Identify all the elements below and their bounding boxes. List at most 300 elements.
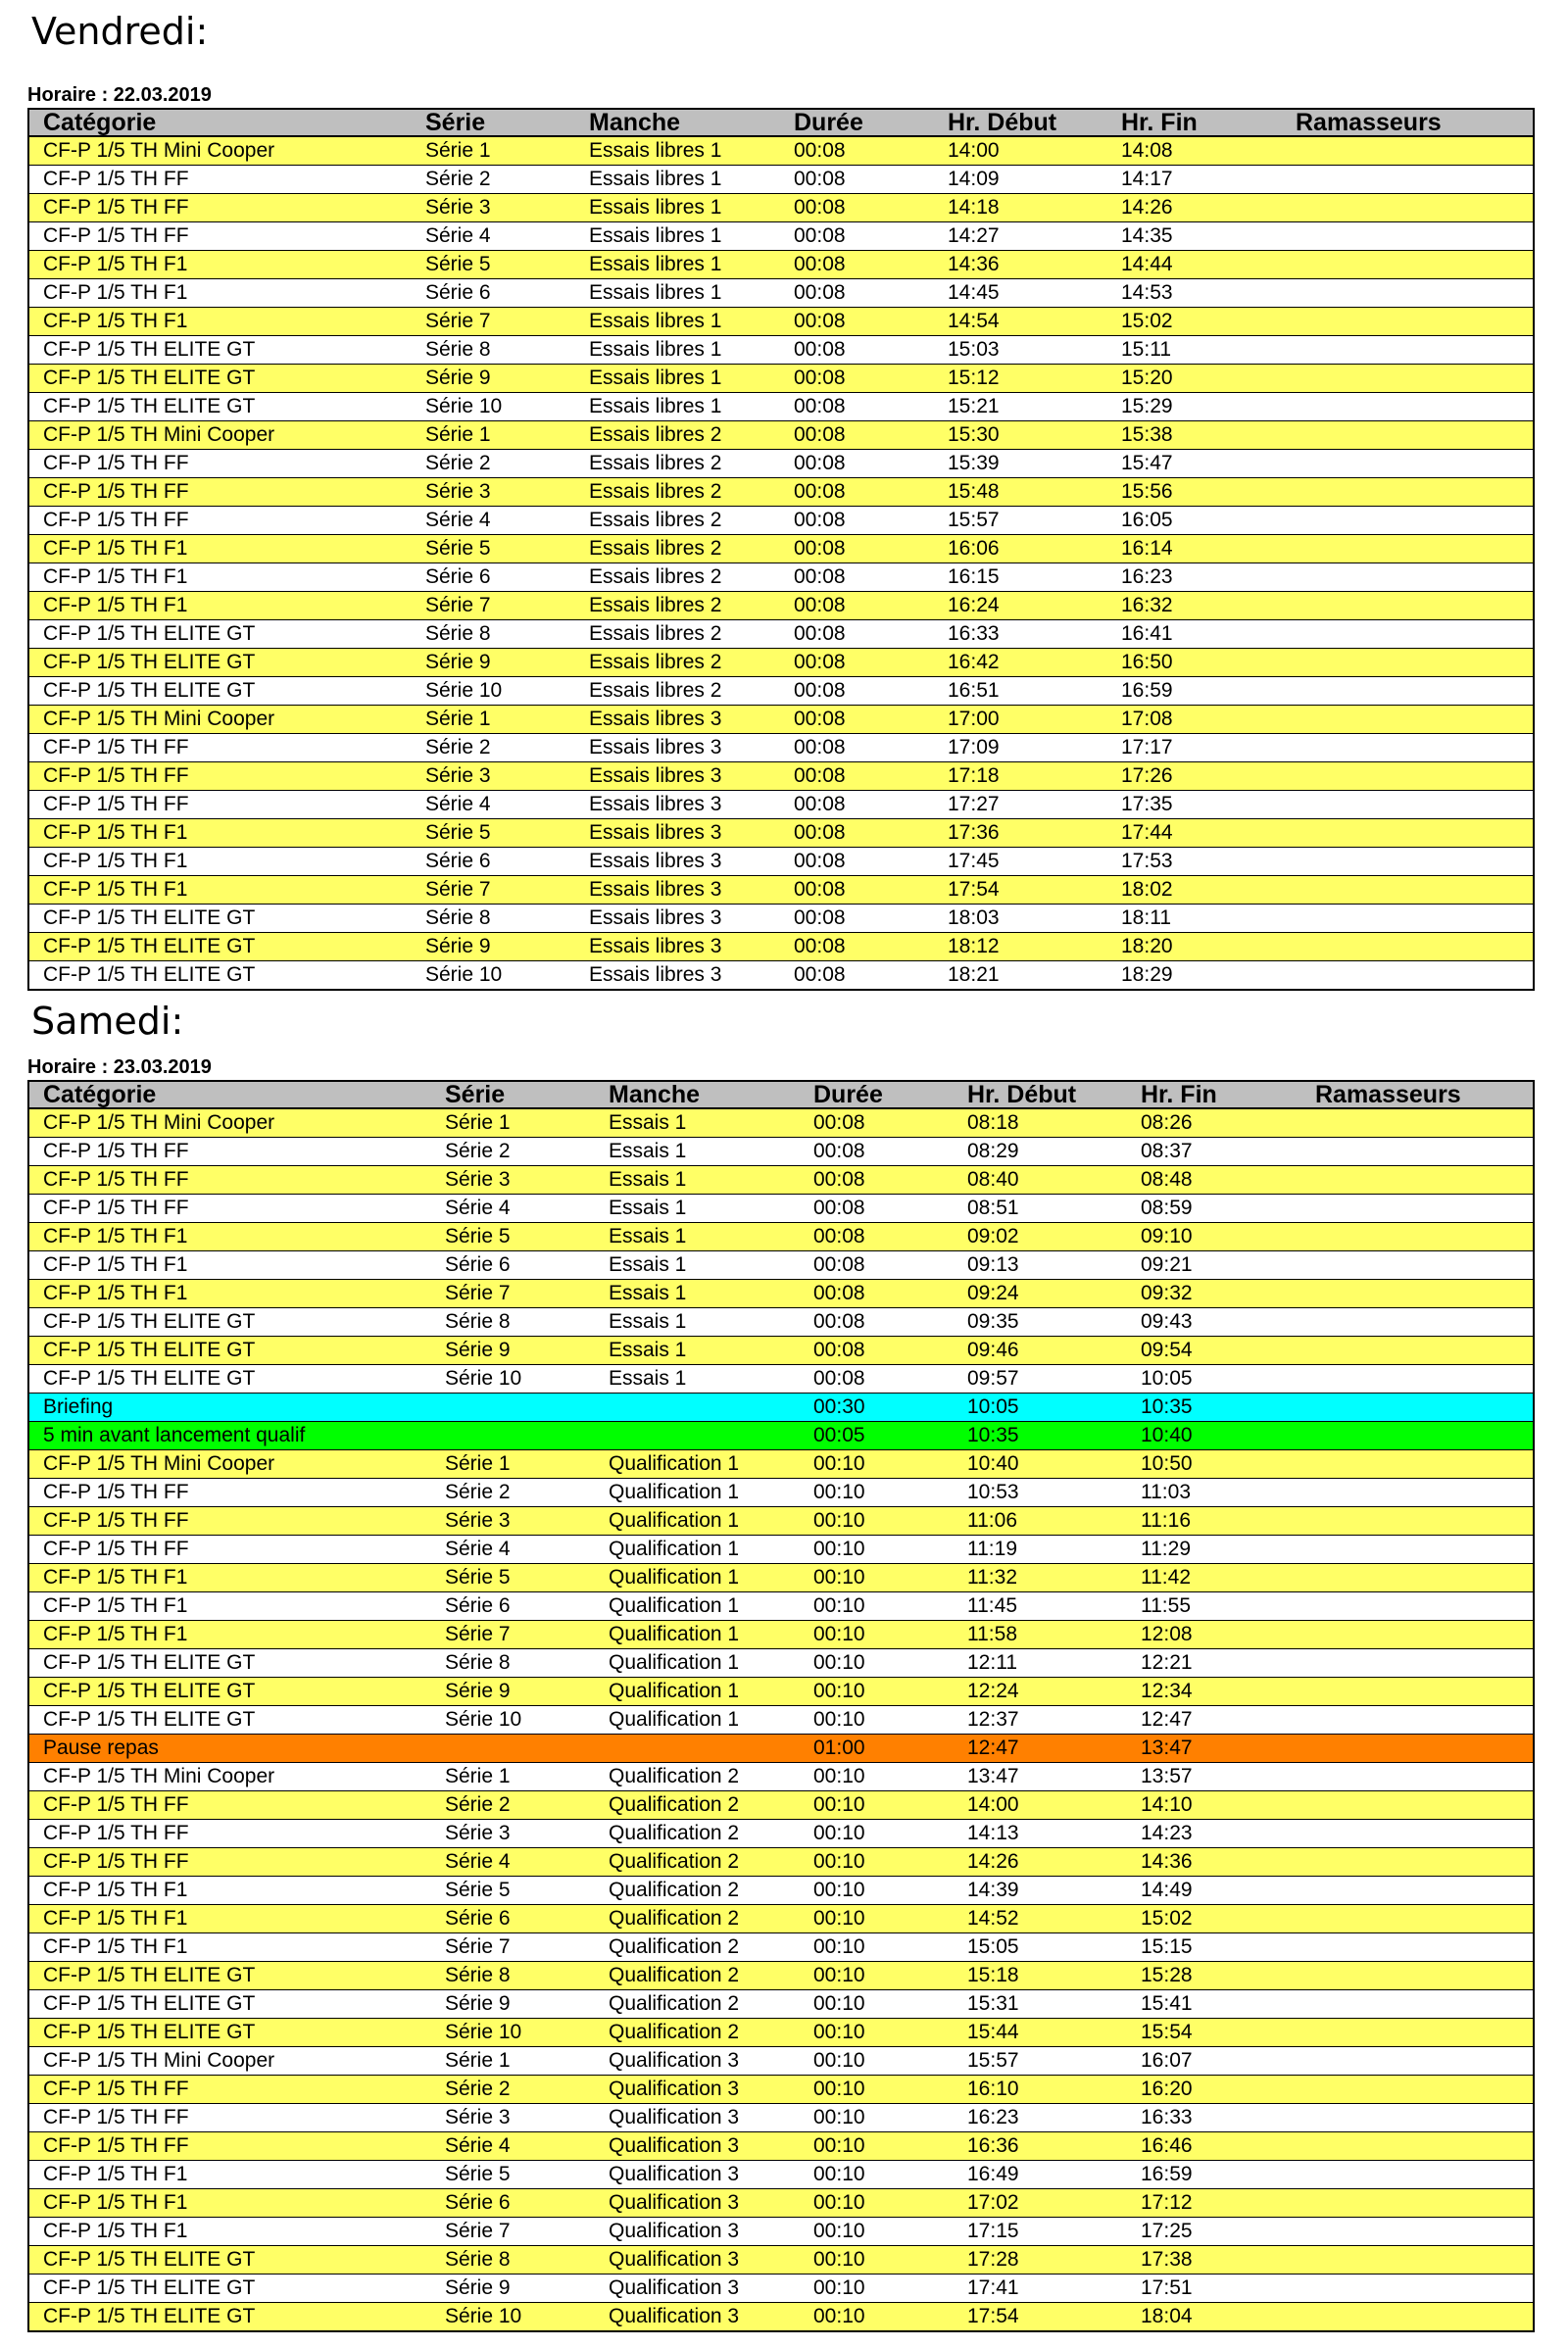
cell-ramasseurs [1301, 1479, 1534, 1507]
cell-hr-fin: 16:20 [1127, 2076, 1301, 2104]
cell-hr-debut: 15:31 [954, 1990, 1127, 2019]
cell-serie: Série 3 [412, 478, 575, 507]
cell-manche: Qualification 3 [595, 2104, 800, 2132]
cell-ramasseurs [1301, 1763, 1534, 1791]
cell-hr-debut: 17:00 [934, 706, 1107, 734]
table-row [28, 1621, 1534, 1649]
cell-hr-debut: 16:15 [934, 563, 1107, 592]
cell-hr-debut: 16:24 [934, 592, 1107, 620]
cell-ramasseurs [1282, 734, 1534, 762]
cell-manche: Essais 1 [595, 1166, 800, 1195]
cell-hr-fin: 14:23 [1127, 1820, 1301, 1848]
cell-categorie: CF-P 1/5 TH F1 [28, 1223, 431, 1251]
cell-hr-debut: 17:09 [934, 734, 1107, 762]
cell-serie: Série 2 [431, 1138, 595, 1166]
cell-duree: 00:10 [800, 2132, 954, 2161]
table-row [28, 2161, 1534, 2189]
cell-serie: Série 4 [431, 1536, 595, 1564]
cell-duree: 00:08 [780, 507, 934, 535]
cell-hr-fin: 12:34 [1127, 1678, 1301, 1706]
cell-manche: Qualification 3 [595, 2303, 800, 2332]
cell-manche: Essais libres 3 [575, 734, 780, 762]
cell-manche: Qualification 1 [595, 1649, 800, 1678]
cell-ramasseurs [1301, 1108, 1534, 1138]
cell-hr-debut: 08:18 [954, 1108, 1127, 1138]
table-row [28, 1450, 1534, 1479]
cell-manche: Essais libres 3 [575, 933, 780, 961]
cell-manche: Essais libres 3 [575, 706, 780, 734]
cell-categorie: CF-P 1/5 TH ELITE GT [28, 1649, 431, 1678]
cell-categorie: CF-P 1/5 TH F1 [28, 535, 412, 563]
cell-duree: 00:10 [800, 1564, 954, 1592]
cell-serie: Série 1 [412, 136, 575, 166]
cell-hr-fin: 15:20 [1107, 365, 1282, 393]
col-header-ramasseurs: Ramasseurs [1282, 109, 1534, 136]
cell-ramasseurs [1301, 1933, 1534, 1962]
cell-manche: Essais 1 [595, 1308, 800, 1337]
cell-ramasseurs [1282, 478, 1534, 507]
table-row [28, 876, 1534, 905]
table-row [28, 251, 1534, 279]
table-row [28, 194, 1534, 222]
cell-duree: 00:10 [800, 1905, 954, 1933]
cell-manche: Essais libres 1 [575, 279, 780, 308]
cell-duree: 00:08 [800, 1223, 954, 1251]
cell-duree: 00:10 [800, 1877, 954, 1905]
cell-categorie: CF-P 1/5 TH FF [28, 194, 412, 222]
cell-duree: 00:10 [800, 2189, 954, 2218]
cell-hr-debut: 17:02 [954, 2189, 1127, 2218]
cell-hr-fin: 16:05 [1107, 507, 1282, 535]
cell-manche: Qualification 2 [595, 1877, 800, 1905]
cell-hr-fin: 09:10 [1127, 1223, 1301, 1251]
cell-duree: 00:08 [780, 933, 934, 961]
cell-duree: 00:08 [780, 222, 934, 251]
table-row [28, 1933, 1534, 1962]
cell-categorie: 5 min avant lancement qualif [28, 1422, 431, 1450]
cell-serie: Série 4 [431, 1195, 595, 1223]
table-row [28, 1251, 1534, 1280]
cell-hr-fin: 15:29 [1107, 393, 1282, 421]
table-row [28, 1138, 1534, 1166]
cell-manche: Essais 1 [595, 1108, 800, 1138]
cell-categorie: CF-P 1/5 TH FF [28, 222, 412, 251]
col-header-ramasseurs: Ramasseurs [1301, 1081, 1534, 1108]
cell-ramasseurs [1301, 1621, 1534, 1649]
cell-ramasseurs [1282, 393, 1534, 421]
cell-hr-fin: 16:23 [1107, 563, 1282, 592]
cell-hr-fin: 15:11 [1107, 336, 1282, 365]
cell-duree: 00:10 [800, 2161, 954, 2189]
cell-manche: Qualification 1 [595, 1621, 800, 1649]
table-row [28, 677, 1534, 706]
cell-categorie: CF-P 1/5 TH ELITE GT [28, 2246, 431, 2275]
cell-categorie: CF-P 1/5 TH F1 [28, 279, 412, 308]
cell-ramasseurs [1301, 1280, 1534, 1308]
cell-duree: 00:08 [780, 961, 934, 991]
table-row [28, 2019, 1534, 2047]
cell-categorie: CF-P 1/5 TH ELITE GT [28, 336, 412, 365]
cell-hr-fin: 14:10 [1127, 1791, 1301, 1820]
cell-hr-debut: 17:18 [934, 762, 1107, 791]
cell-hr-debut: 10:53 [954, 1479, 1127, 1507]
cell-categorie: CF-P 1/5 TH F1 [28, 563, 412, 592]
cell-ramasseurs [1282, 251, 1534, 279]
cell-manche: Essais libres 2 [575, 563, 780, 592]
cell-manche: Qualification 2 [595, 1905, 800, 1933]
cell-hr-debut: 16:36 [954, 2132, 1127, 2161]
cell-duree: 00:08 [800, 1251, 954, 1280]
cell-manche [595, 1422, 800, 1450]
cell-categorie: CF-P 1/5 TH F1 [28, 1877, 431, 1905]
cell-manche: Essais libres 2 [575, 535, 780, 563]
cell-hr-debut: 09:02 [954, 1223, 1127, 1251]
cell-hr-debut: 16:23 [954, 2104, 1127, 2132]
cell-hr-debut: 12:37 [954, 1706, 1127, 1735]
cell-duree: 00:10 [800, 2218, 954, 2246]
cell-duree: 00:08 [780, 279, 934, 308]
cell-duree: 00:10 [800, 2104, 954, 2132]
cell-duree: 00:08 [780, 762, 934, 791]
cell-ramasseurs [1301, 1166, 1534, 1195]
cell-ramasseurs [1282, 194, 1534, 222]
cell-hr-fin: 13:47 [1127, 1735, 1301, 1763]
cell-categorie: CF-P 1/5 TH ELITE GT [28, 961, 412, 991]
cell-hr-fin: 15:28 [1127, 1962, 1301, 1990]
cell-hr-debut: 15:57 [934, 507, 1107, 535]
cell-serie: Série 9 [412, 649, 575, 677]
cell-categorie: CF-P 1/5 TH FF [28, 1138, 431, 1166]
cell-manche: Qualification 2 [595, 1990, 800, 2019]
cell-ramasseurs [1282, 279, 1534, 308]
cell-hr-debut: 17:45 [934, 848, 1107, 876]
cell-manche: Essais libres 2 [575, 478, 780, 507]
cell-hr-fin: 11:03 [1127, 1479, 1301, 1507]
cell-duree: 00:10 [800, 1592, 954, 1621]
cell-hr-fin: 18:02 [1107, 876, 1282, 905]
table-row [28, 1166, 1534, 1195]
cell-duree: 00:10 [800, 2047, 954, 2076]
cell-hr-fin: 18:29 [1107, 961, 1282, 991]
cell-duree: 00:08 [800, 1365, 954, 1394]
cell-serie: Série 7 [431, 2218, 595, 2246]
cell-ramasseurs [1301, 1308, 1534, 1337]
cell-serie: Série 2 [431, 1791, 595, 1820]
cell-ramasseurs [1301, 2218, 1534, 2246]
cell-hr-debut: 16:49 [954, 2161, 1127, 2189]
cell-serie: Série 3 [431, 1507, 595, 1536]
cell-serie: Série 7 [412, 308, 575, 336]
cell-duree: 00:10 [800, 1763, 954, 1791]
cell-categorie: CF-P 1/5 TH FF [28, 1848, 431, 1877]
cell-hr-debut: 09:35 [954, 1308, 1127, 1337]
cell-hr-debut: 16:06 [934, 535, 1107, 563]
cell-duree: 00:08 [800, 1108, 954, 1138]
cell-hr-fin: 08:59 [1127, 1195, 1301, 1223]
cell-hr-debut: 15:03 [934, 336, 1107, 365]
cell-categorie: CF-P 1/5 TH FF [28, 1791, 431, 1820]
table-row [28, 478, 1534, 507]
cell-serie: Série 5 [412, 535, 575, 563]
cell-ramasseurs [1282, 876, 1534, 905]
cell-ramasseurs [1282, 222, 1534, 251]
day-title-saturday: Samedi: [31, 1000, 184, 1043]
cell-hr-debut: 18:03 [934, 905, 1107, 933]
table-row [28, 393, 1534, 421]
cell-manche: Qualification 3 [595, 2076, 800, 2104]
cell-duree: 00:08 [780, 194, 934, 222]
table-header-row [28, 1081, 1534, 1108]
cell-duree: 00:08 [780, 450, 934, 478]
cell-manche: Essais libres 3 [575, 791, 780, 819]
cell-duree: 00:08 [800, 1337, 954, 1365]
table-row [28, 819, 1534, 848]
table-row [28, 308, 1534, 336]
table-row [28, 2104, 1534, 2132]
cell-manche: Essais 1 [595, 1365, 800, 1394]
cell-duree: 00:30 [800, 1394, 954, 1422]
cell-hr-fin: 16:50 [1107, 649, 1282, 677]
cell-hr-debut: 08:29 [954, 1138, 1127, 1166]
cell-hr-debut: 17:27 [934, 791, 1107, 819]
cell-manche: Essais libres 1 [575, 308, 780, 336]
cell-hr-debut: 08:51 [954, 1195, 1127, 1223]
cell-hr-debut: 11:45 [954, 1592, 1127, 1621]
cell-manche: Essais libres 1 [575, 393, 780, 421]
cell-categorie: CF-P 1/5 TH FF [28, 1536, 431, 1564]
table-row [28, 365, 1534, 393]
table-row [28, 1507, 1534, 1536]
cell-hr-debut: 09:57 [954, 1365, 1127, 1394]
cell-hr-fin: 10:05 [1127, 1365, 1301, 1394]
cell-categorie: CF-P 1/5 TH ELITE GT [28, 905, 412, 933]
table-row [28, 592, 1534, 620]
cell-serie: Série 9 [431, 1337, 595, 1365]
cell-ramasseurs [1282, 706, 1534, 734]
cell-ramasseurs [1301, 1337, 1534, 1365]
table-row [28, 2047, 1534, 2076]
cell-hr-fin: 17:35 [1107, 791, 1282, 819]
table-row [28, 2275, 1534, 2303]
cell-hr-debut: 09:13 [954, 1251, 1127, 1280]
cell-serie: Série 1 [431, 1450, 595, 1479]
cell-hr-debut: 17:54 [954, 2303, 1127, 2332]
cell-hr-fin: 10:50 [1127, 1450, 1301, 1479]
table-row [28, 1394, 1534, 1422]
cell-hr-fin: 13:57 [1127, 1763, 1301, 1791]
cell-manche: Qualification 3 [595, 2047, 800, 2076]
cell-serie: Série 10 [431, 1365, 595, 1394]
cell-hr-fin: 15:38 [1107, 421, 1282, 450]
cell-hr-debut: 17:41 [954, 2275, 1127, 2303]
schedule-table-saturday [27, 1080, 1535, 2332]
cell-manche: Essais libres 2 [575, 450, 780, 478]
cell-serie: Série 8 [431, 1308, 595, 1337]
cell-hr-debut: 14:45 [934, 279, 1107, 308]
cell-categorie: CF-P 1/5 TH ELITE GT [28, 2019, 431, 2047]
cell-hr-fin: 10:35 [1127, 1394, 1301, 1422]
cell-duree: 00:08 [780, 734, 934, 762]
cell-ramasseurs [1282, 762, 1534, 791]
cell-duree: 00:08 [780, 365, 934, 393]
cell-manche: Qualification 1 [595, 1592, 800, 1621]
cell-serie: Série 6 [412, 848, 575, 876]
schedule-table-friday [27, 108, 1535, 991]
cell-ramasseurs [1301, 1905, 1534, 1933]
cell-categorie: CF-P 1/5 TH ELITE GT [28, 620, 412, 649]
cell-manche: Qualification 3 [595, 2246, 800, 2275]
cell-hr-debut: 11:32 [954, 1564, 1127, 1592]
cell-hr-fin: 16:07 [1127, 2047, 1301, 2076]
cell-hr-fin: 08:26 [1127, 1108, 1301, 1138]
cell-duree: 00:10 [800, 1990, 954, 2019]
cell-ramasseurs [1301, 2189, 1534, 2218]
cell-hr-fin: 18:11 [1107, 905, 1282, 933]
cell-duree: 00:10 [800, 1962, 954, 1990]
table-row [28, 2246, 1534, 2275]
cell-categorie: CF-P 1/5 TH ELITE GT [28, 1308, 431, 1337]
cell-serie: Série 9 [412, 365, 575, 393]
cell-manche: Qualification 2 [595, 1962, 800, 1990]
cell-hr-debut: 14:27 [934, 222, 1107, 251]
cell-manche: Essais libres 1 [575, 251, 780, 279]
cell-manche: Qualification 2 [595, 1848, 800, 1877]
cell-manche: Essais libres 1 [575, 365, 780, 393]
cell-categorie: CF-P 1/5 TH FF [28, 1507, 431, 1536]
cell-categorie: CF-P 1/5 TH ELITE GT [28, 393, 412, 421]
cell-categorie: CF-P 1/5 TH F1 [28, 592, 412, 620]
cell-hr-debut: 18:12 [934, 933, 1107, 961]
cell-duree: 00:08 [780, 876, 934, 905]
cell-duree: 00:08 [780, 905, 934, 933]
cell-hr-fin: 15:54 [1127, 2019, 1301, 2047]
cell-hr-fin: 08:37 [1127, 1138, 1301, 1166]
table-row [28, 1791, 1534, 1820]
cell-manche: Essais libres 2 [575, 677, 780, 706]
cell-hr-fin: 16:41 [1107, 620, 1282, 649]
cell-hr-fin: 15:41 [1127, 1990, 1301, 2019]
cell-hr-debut: 15:18 [954, 1962, 1127, 1990]
col-header-hr-fin: Hr. Fin [1107, 109, 1282, 136]
cell-manche: Qualification 1 [595, 1536, 800, 1564]
cell-hr-debut: 10:05 [954, 1394, 1127, 1422]
cell-duree: 00:08 [780, 563, 934, 592]
cell-ramasseurs [1301, 2104, 1534, 2132]
table-row [28, 535, 1534, 563]
cell-duree: 00:10 [800, 2303, 954, 2332]
col-header-hr-debut: Hr. Début [934, 109, 1107, 136]
table-row [28, 791, 1534, 819]
cell-manche: Essais 1 [595, 1251, 800, 1280]
cell-hr-fin: 17:12 [1127, 2189, 1301, 2218]
col-header-categorie: Catégorie [28, 109, 412, 136]
cell-categorie: CF-P 1/5 TH ELITE GT [28, 1365, 431, 1394]
table-row [28, 279, 1534, 308]
cell-manche: Essais 1 [595, 1337, 800, 1365]
cell-hr-fin: 17:38 [1127, 2246, 1301, 2275]
cell-serie: Série 1 [412, 706, 575, 734]
cell-duree: 00:10 [800, 1791, 954, 1820]
cell-serie: Série 4 [431, 2132, 595, 2161]
cell-ramasseurs [1301, 1195, 1534, 1223]
cell-ramasseurs [1301, 1820, 1534, 1848]
cell-hr-debut: 14:26 [954, 1848, 1127, 1877]
cell-manche: Qualification 1 [595, 1706, 800, 1735]
table-row [28, 136, 1534, 166]
cell-hr-debut: 08:40 [954, 1166, 1127, 1195]
cell-duree: 00:10 [800, 1933, 954, 1962]
cell-duree: 00:08 [780, 592, 934, 620]
cell-hr-debut: 11:19 [954, 1536, 1127, 1564]
cell-duree: 00:08 [780, 251, 934, 279]
cell-manche: Essais libres 2 [575, 592, 780, 620]
cell-serie: Série 3 [431, 1820, 595, 1848]
cell-duree: 00:08 [780, 336, 934, 365]
cell-ramasseurs [1301, 1365, 1534, 1394]
cell-duree: 00:10 [800, 2246, 954, 2275]
cell-hr-debut: 16:10 [954, 2076, 1127, 2104]
cell-serie: Série 5 [431, 1223, 595, 1251]
cell-manche: Essais libres 1 [575, 336, 780, 365]
cell-duree: 00:10 [800, 2019, 954, 2047]
cell-categorie: CF-P 1/5 TH FF [28, 478, 412, 507]
cell-hr-fin: 17:17 [1107, 734, 1282, 762]
cell-manche: Essais libres 2 [575, 421, 780, 450]
cell-manche: Essais libres 2 [575, 649, 780, 677]
table-row [28, 1422, 1534, 1450]
schedule-date-friday: Horaire : 22.03.2019 [27, 84, 212, 106]
cell-hr-debut: 11:58 [954, 1621, 1127, 1649]
cell-serie: Série 1 [412, 421, 575, 450]
table-row [28, 2303, 1534, 2332]
cell-duree: 00:10 [800, 1536, 954, 1564]
table-row [28, 1990, 1534, 2019]
cell-manche: Essais libres 1 [575, 166, 780, 194]
cell-duree: 00:10 [800, 1507, 954, 1536]
cell-categorie: CF-P 1/5 TH ELITE GT [28, 1337, 431, 1365]
cell-serie: Série 5 [412, 819, 575, 848]
table-row [28, 222, 1534, 251]
cell-serie: Série 2 [412, 166, 575, 194]
cell-hr-fin: 17:53 [1107, 848, 1282, 876]
table-row [28, 762, 1534, 791]
cell-categorie: CF-P 1/5 TH F1 [28, 2189, 431, 2218]
cell-hr-fin: 16:46 [1127, 2132, 1301, 2161]
cell-duree: 00:10 [800, 2076, 954, 2104]
cell-duree: 00:10 [800, 1706, 954, 1735]
table-row [28, 2189, 1534, 2218]
cell-categorie: CF-P 1/5 TH F1 [28, 2218, 431, 2246]
cell-manche: Essais libres 3 [575, 848, 780, 876]
cell-serie: Série 7 [431, 1933, 595, 1962]
cell-categorie: CF-P 1/5 TH F1 [28, 1564, 431, 1592]
cell-categorie: Briefing [28, 1394, 431, 1422]
cell-hr-debut: 15:21 [934, 393, 1107, 421]
cell-categorie: CF-P 1/5 TH F1 [28, 1905, 431, 1933]
cell-serie: Série 6 [431, 1251, 595, 1280]
table-row [28, 1678, 1534, 1706]
table-row [28, 933, 1534, 961]
cell-ramasseurs [1282, 308, 1534, 336]
day-title-friday: Vendredi: [31, 10, 209, 53]
cell-manche: Qualification 2 [595, 2019, 800, 2047]
cell-hr-fin: 14:17 [1107, 166, 1282, 194]
cell-manche [595, 1735, 800, 1763]
cell-hr-debut: 14:00 [934, 136, 1107, 166]
schedule-body-saturday [28, 1108, 1534, 2331]
cell-hr-debut: 10:35 [954, 1422, 1127, 1450]
cell-categorie: CF-P 1/5 TH F1 [28, 1933, 431, 1962]
